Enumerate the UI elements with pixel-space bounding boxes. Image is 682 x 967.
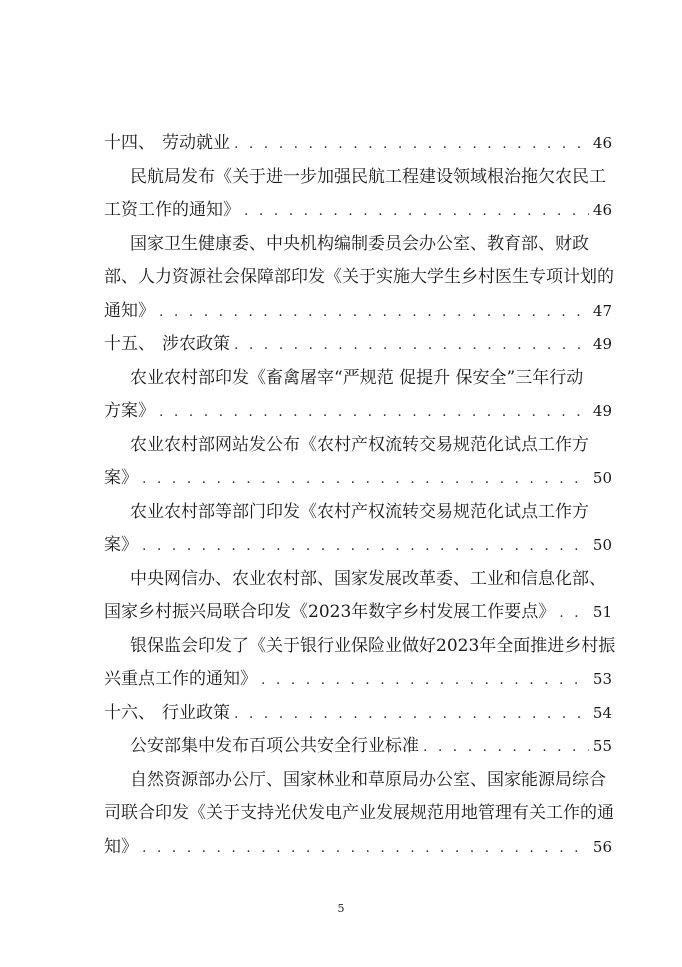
- item-title-text: 司联合印发《关于支持光伏发电产业发展规范用地管理有关工作的通: [104, 803, 614, 823]
- section-heading: [104, 328, 230, 362]
- item-title-text: 中央网信办、农业农村部、国家发展改革委、工业和信息化部、: [130, 568, 606, 589]
- table-of-contents: [104, 127, 616, 864]
- page-ref: 46: [592, 134, 612, 152]
- item-title-text: 案》: [104, 468, 138, 488]
- page-ref: 56: [592, 837, 612, 856]
- toc-item-line[interactable]: [104, 496, 612, 530]
- item-title-text: 自然资源部办公厅、国家林业和草原局办公室、国家能源局综合: [130, 769, 606, 790]
- toc-item-entry[interactable]: [104, 462, 612, 496]
- toc-item-entry[interactable]: [104, 395, 612, 429]
- item-title-text: 知》: [104, 836, 138, 857]
- toc-item-entry[interactable]: [104, 194, 612, 228]
- toc-item-line[interactable]: [104, 161, 612, 195]
- dot-leader: [159, 396, 589, 430]
- page-ref: 47: [592, 301, 612, 320]
- toc-item-line[interactable]: [104, 764, 612, 798]
- section-title: 涉农政策: [162, 334, 230, 354]
- section-number: 十五、: [104, 334, 155, 354]
- toc-item-line[interactable]: [104, 630, 616, 664]
- item-title-text: 部、人力资源社会保障部印发《关于实施大学生乡村医生专项计划的: [104, 267, 614, 287]
- dot-leader: [142, 530, 589, 564]
- toc-item-entry[interactable]: [104, 663, 612, 697]
- item-title-text: 工资工作的通知》: [104, 200, 240, 220]
- toc-item-entry[interactable]: [104, 295, 612, 329]
- section-number: 十四、: [104, 133, 155, 153]
- item-title-text: 公安部集中发布百项公共安全行业标准: [130, 736, 419, 756]
- item-title-text: 兴重点工作的通知》: [104, 669, 257, 689]
- page-ref: 51: [592, 603, 612, 621]
- section-title: 行业政策: [162, 702, 230, 723]
- dot-leader: [142, 463, 589, 497]
- dot-leader: [261, 664, 589, 698]
- item-title-text: 方案》: [104, 401, 155, 421]
- toc-item-entry[interactable]: [104, 529, 612, 563]
- item-title-text: 案》: [104, 535, 138, 555]
- page-ref: 53: [592, 670, 612, 688]
- page-ref: 50: [592, 469, 612, 487]
- dot-leader: [234, 698, 589, 732]
- toc-item-line[interactable]: [104, 362, 612, 396]
- page-ref: 46: [592, 201, 612, 219]
- section-heading: [104, 127, 230, 161]
- toc-section-entry[interactable]: [104, 127, 612, 161]
- toc-item-line[interactable]: [104, 228, 612, 262]
- dot-leader: [559, 597, 589, 631]
- dot-leader: [142, 832, 589, 866]
- page-number: 5: [337, 902, 345, 915]
- page-ref: 50: [592, 536, 612, 554]
- page-ref: 55: [592, 737, 612, 755]
- dot-leader: [244, 195, 589, 229]
- section-heading: [104, 697, 230, 731]
- item-title-text: 银保监会印发了《关于银行业保险业做好2023年全面推进乡村振: [130, 635, 616, 656]
- dot-leader: [234, 329, 589, 363]
- section-number: 十六、: [104, 702, 155, 723]
- dot-leader: [423, 731, 589, 765]
- toc-item-entry[interactable]: [104, 596, 612, 630]
- toc-item-entry[interactable]: [104, 730, 612, 764]
- page-ref: 49: [592, 335, 612, 353]
- toc-item-line[interactable]: [104, 429, 612, 463]
- toc-section-entry[interactable]: [104, 697, 612, 731]
- item-title-text: 农业农村部印发《畜禽屠宰“严规范 促提升 保安全”三年行动: [130, 367, 584, 388]
- toc-item-entry[interactable]: [104, 831, 612, 865]
- page-ref: 49: [592, 402, 612, 420]
- item-title-text: 通知》: [104, 300, 155, 321]
- toc-section-entry[interactable]: [104, 328, 612, 362]
- toc-item-line[interactable]: [104, 261, 612, 295]
- toc-item-line[interactable]: [104, 797, 612, 831]
- page-ref: 54: [592, 703, 612, 722]
- dot-leader: [159, 296, 589, 330]
- item-title-text: 农业农村部网站发公布《农村产权流转交易规范化试点工作方: [130, 434, 589, 455]
- section-title: 劳动就业: [162, 133, 230, 153]
- item-title-text: 民航局发布《关于进一步加强民航工程建设领域根治拖欠农民工: [130, 166, 606, 187]
- item-title-text: 国家乡村振兴局联合印发《2023年数字乡村发展工作要点》: [104, 602, 556, 622]
- item-title-text: 农业农村部等部门印发《农村产权流转交易规范化试点工作方: [130, 501, 589, 522]
- item-title-text: 国家卫生健康委、中央机构编制委员会办公室、教育部、财政: [130, 233, 589, 254]
- dot-leader: [234, 128, 589, 162]
- toc-item-line[interactable]: [104, 563, 612, 597]
